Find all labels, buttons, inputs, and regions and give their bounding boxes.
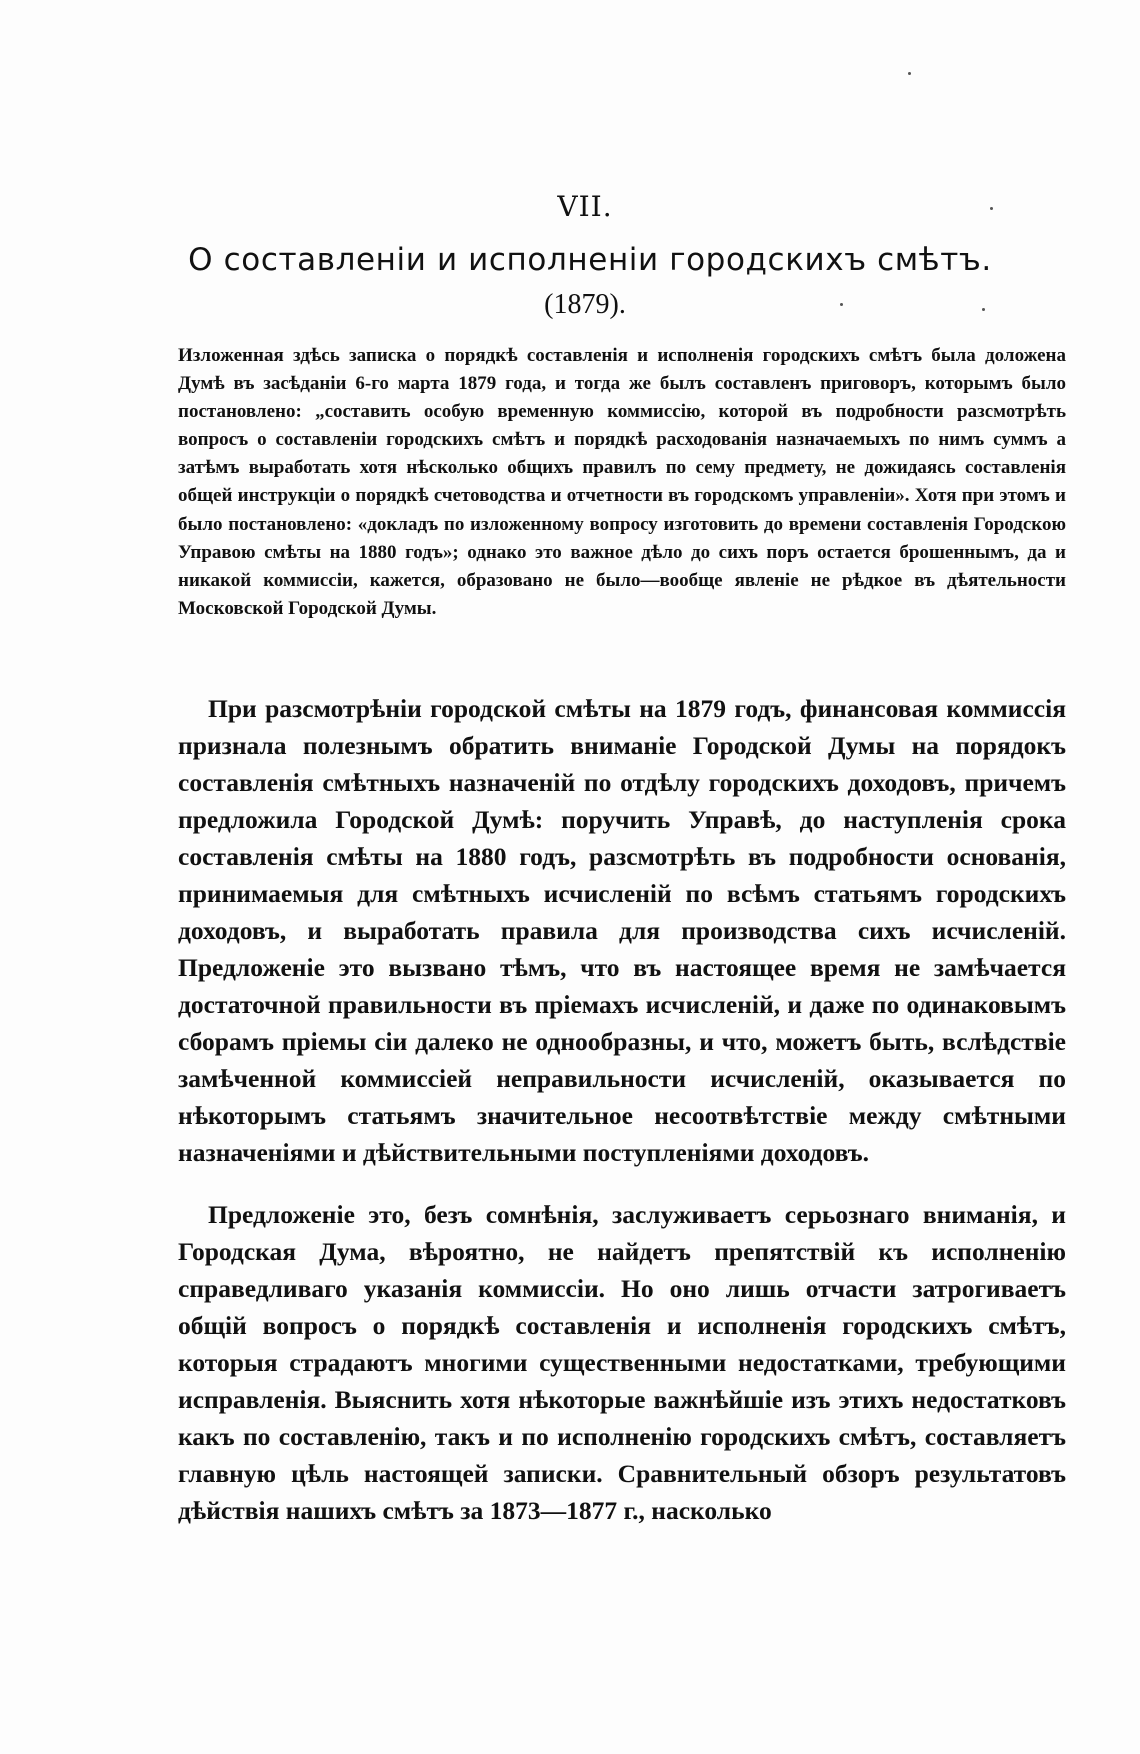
scan-speck [908,72,911,75]
body-paragraph: При разсмотрѣніи городской смѣты на 1879 годъ, финансовая коммиссія признала полезнымъ обратить вниманіе Городской Думы на порядокъ составленія смѣтныхъ назначеній по отдѣлу городскихъ доходовъ, причемъ предложила Городской Думѣ: поручить Управѣ, до наступленія срока составленія смѣты на 1880 годъ, разсмотрѣть въ подробности основанія, принимаемыя для смѣтныхъ исчисленій по всѣмъ статьямъ городскихъ доходовъ, и выработать правила для производства сихъ исчисленій. Предложеніе это вызвано тѣмъ, что въ настоящее время не замѣчается достаточной правильности въ пріемахъ исчисленій, и даже по одинаковымъ сборамъ пріемы сіи далеко не однообразны, и что, можетъ быть, вслѣдствіе замѣченной коммиссіей неправильности исчисленій, оказывается по нѣкоторымъ статьямъ значительное несоотвѣтствіе между смѣтными назначеніями и дѣйствительными поступленіями доходовъ. [178,694,1066,1167]
chapter-title: О составленіи и исполненіи городскихъ смѣтъ. [188,242,992,278]
chapter-year: (1879). [544,289,626,320]
chapter-number: VII. [557,190,613,223]
body-paragraph: Предложеніе это, безъ сомнѣнія, заслуживаетъ серьознаго вниманія, и Городская Дума, вѣроятно, не найдетъ препятствій къ исполненію справедливаго указанія коммиссіи. Но оно лишь отчасти затрогиваетъ общій вопросъ о порядкѣ составленія и исполненія городскихъ смѣтъ, которыя страдаютъ многими существенными недостатками, требующими исправленія. Выяснить хотя нѣкоторые важнѣйшіе изъ этихъ недостатковъ какъ по составленію, такъ и по исполненію городскихъ смѣтъ, составляетъ главную цѣль настоящей записки. Сравнительный обзоръ результатовъ дѣйствія нашихъ смѣтъ за 1873—1877 г., насколько [178,1200,1066,1525]
intro-note: Изложенная здѣсь записка о порядкѣ составленія и исполненія городскихъ смѣтъ была доложена Думѣ въ засѣданіи 6-го марта 1879 года, и тогда же былъ составленъ приговоръ, которымъ было постановлено: „составить особую временную коммиссію, которой въ подробности разсмотрѣть вопросъ о составленіи городскихъ смѣтъ и порядкѣ расходованія назначаемыхъ по нимъ суммъ а затѣмъ выработать хотя нѣсколько общихъ правилъ по сему предмету, не дожидаясь составленія общей инструкціи о порядкѣ счетоводства и отчетности въ городскомъ управленіи». Хотя при этомъ и было постановлено: «докладъ по изложенному вопросу изготовить до времени составленія Городскою Управою смѣты на 1880 годъ»; однако это важное дѣло до сихъ поръ остается брошеннымъ, да и никакой коммиссіи, кажется, образовано не было—вообще явленіе не рѣдкое въ дѣятельности Московской Городской Думы. [178,345,1066,619]
